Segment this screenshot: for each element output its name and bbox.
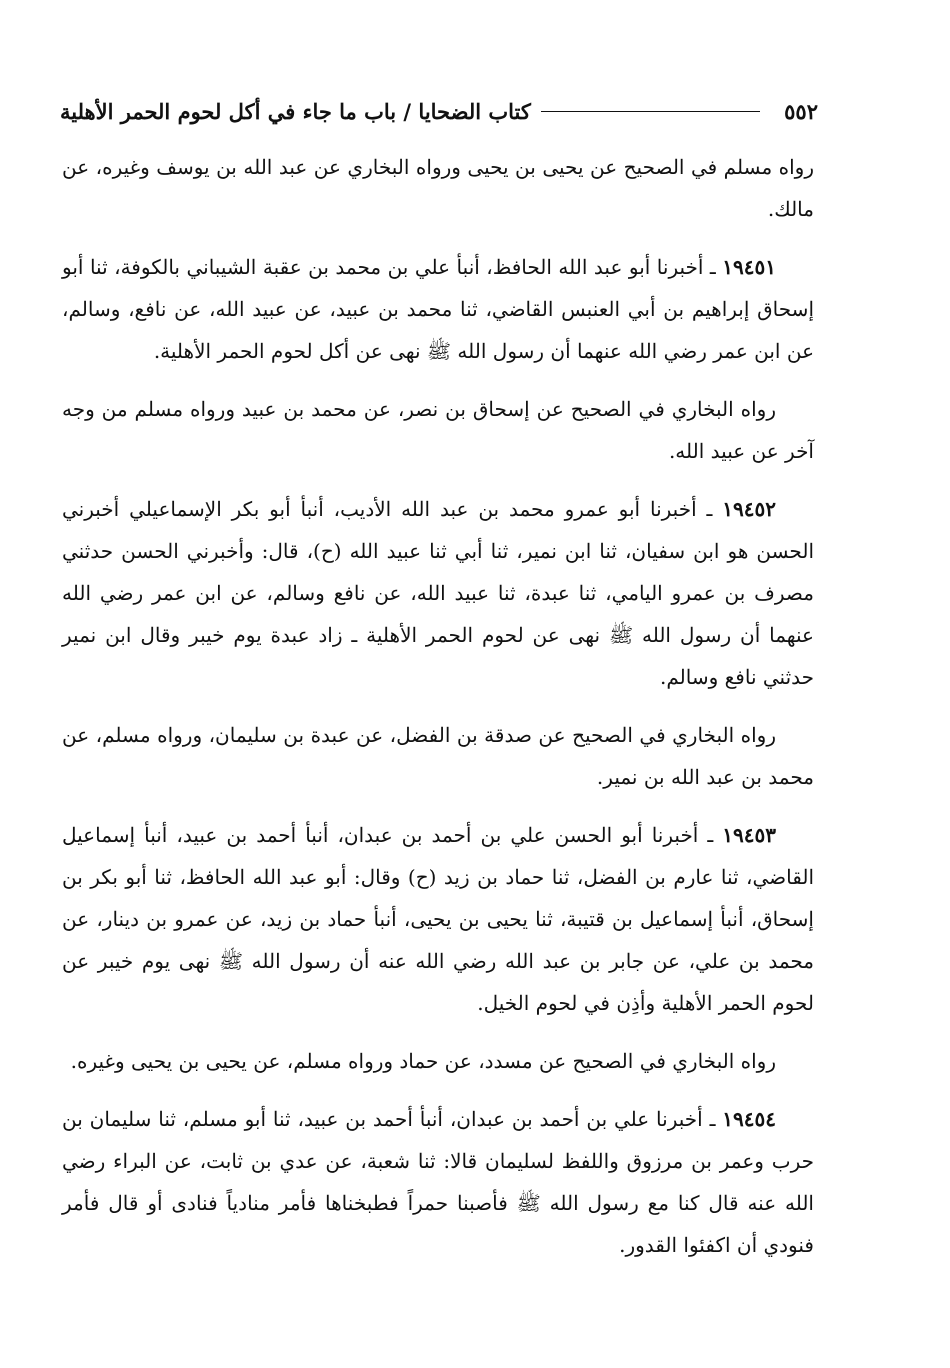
running-header	[60, 94, 818, 128]
paragraph-text: رواه مسلم في الصحيح عن يحيى بن يحيى ورواه البخاري عن عبد الله بن يوسف وغيره، عن مالك.	[62, 155, 814, 221]
paragraph-text: ـ أخبرنا علي بن أحمد بن عبدان، أنبأ أحمد بن عبيد، ثنا أبو مسلم، ثنا سليمان بن حرب وعمر بن مرزوق واللفظ لسليمان قالا: ثنا شعبة، عن عدي بن ثابت، عن البراء رضي الله عنه قال كنا مع رسول الله ﷺ فأصبنا حمراً فطبخناها فأمر منادياً فنادى أو قال فأمر فنودي أن اكفئوا القدور.	[62, 1107, 814, 1257]
paragraph	[62, 714, 814, 798]
paragraph	[62, 1040, 814, 1082]
hadith-number: ١٩٤٥١	[722, 255, 776, 279]
paragraph-text: ـ أخبرنا أبو عبد الله الحافظ، أنبأ علي بن محمد بن عقبة الشيباني بالكوفة، ثنا أبو إسحاق إبراهيم بن أبي العنبس القاضي، ثنا محمد بن عبيد، عن عبيد الله، عن نافع، وسالم، عن ابن عمر رضي الله عنهما أن رسول الله ﷺ نهى عن أكل لحوم الحمر الأهلية.	[62, 255, 814, 363]
page-body	[62, 146, 814, 1282]
paragraph-text: رواه البخاري في الصحيح عن مسدد، عن حماد ورواه مسلم، عن يحيى بن يحيى وغيره.	[70, 1049, 776, 1073]
page-number: ٥٥٢	[784, 98, 818, 124]
chapter-title: كتاب الضحايا / باب ما جاء في أكل لحوم الحمر الأهلية	[60, 98, 531, 124]
hadith-paragraph	[62, 488, 814, 698]
hadith-paragraph	[62, 246, 814, 372]
hadith-number: ١٩٤٥٢	[722, 497, 776, 521]
paragraph	[62, 388, 814, 472]
paragraph	[62, 146, 814, 230]
paragraph-text: رواه البخاري في الصحيح عن إسحاق بن نصر، عن محمد بن عبيد ورواه مسلم من وجه آخر عن عبيد الله.	[62, 397, 814, 463]
hadith-number: ١٩٤٥٣	[722, 823, 776, 847]
paragraph-text: ـ أخبرنا أبو الحسن علي بن أحمد بن عبدان، أنبأ أحمد بن عبيد، أنبأ إسماعيل القاضي، ثنا عارم بن الفضل، ثنا حماد بن زيد (ح) وقال: أبو عبد الله الحافظ، ثنا أبو بكر بن إسحاق، أنبأ إسماعيل بن قتيبة، ثنا يحيى بن يحيى، أنبأ حماد بن زيد، عن عمرو بن دينار، عن محمد بن علي، عن جابر بن عبد الله رضي الله عنه أن رسول الله ﷺ نهى يوم خيبر عن لحوم الحمر الأهلية وأذِن في لحوم الخيل.	[62, 823, 815, 1015]
paragraph-text: ـ أخبرنا أبو عمرو محمد بن عبد الله الأديب، أنبأ أبو بكر الإسماعيلي أخبرني الحسن هو ابن سفيان، ثنا ابن نمير، ثنا أبي ثنا عبيد الله (ح)، قال: وأخبرني الحسن حدثني مصرف بن عمرو اليامي، ثنا عبدة، ثنا عبيد الله، عن نافع وسالم، عن ابن عمر رضي الله عنهما أن رسول الله ﷺ نهى عن لحوم الحمر الأهلية ـ زاد عبدة يوم خيبر وقال ابن نمير حدثني نافع وسالم.	[62, 497, 814, 689]
header-rule	[541, 111, 760, 112]
hadith-number: ١٩٤٥٤	[722, 1107, 776, 1131]
hadith-paragraph	[62, 814, 814, 1024]
paragraph-text: رواه البخاري في الصحيح عن صدقة بن الفضل، عن عبدة بن سليمان، ورواه مسلم، عن محمد بن عبد الله بن نمير.	[62, 723, 814, 789]
hadith-paragraph	[62, 1098, 814, 1266]
